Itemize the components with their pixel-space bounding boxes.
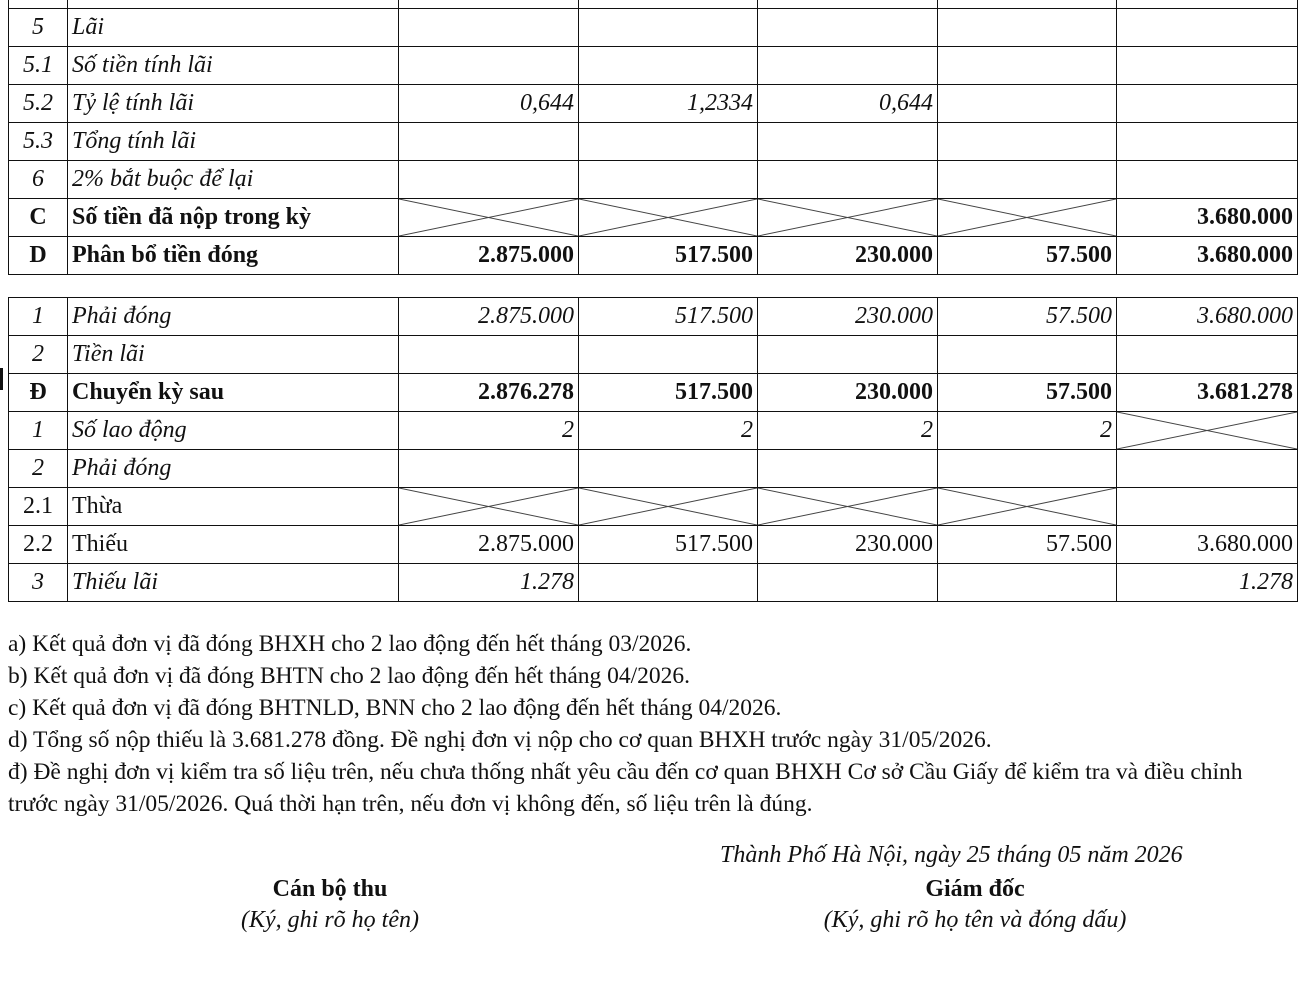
crossed-out-cell <box>579 199 758 237</box>
table-row <box>9 237 1298 275</box>
row-label: Số tiền đã nộp trong kỳ <box>68 199 399 237</box>
value-cell: 230.000 <box>758 237 938 275</box>
value-cell <box>579 161 758 199</box>
notes-section <box>8 628 1297 820</box>
table-row <box>9 298 1298 336</box>
table-row <box>9 9 1298 47</box>
value-cell: 57.500 <box>938 298 1117 336</box>
value-cell: 0,644 <box>758 85 938 123</box>
note-b: b) Kết quả đơn vị đã đóng BHTN cho 2 lao động đến hết tháng 04/2026. <box>8 663 691 689</box>
row-label: Tỷ lệ tính lãi <box>68 85 399 123</box>
crossed-out-cell <box>1117 412 1298 450</box>
table-row <box>9 526 1298 564</box>
table-cell <box>1117 0 1298 9</box>
value-cell <box>399 47 579 85</box>
table-row <box>9 412 1298 450</box>
signature-director-hint: (Ký, ghi rõ họ tên và đóng dấu) <box>823 907 1127 933</box>
value-cell <box>579 450 758 488</box>
value-cell <box>1117 85 1298 123</box>
value-cell <box>938 450 1117 488</box>
value-cell <box>1117 450 1298 488</box>
crossed-out-cell <box>579 488 758 526</box>
value-cell <box>1117 488 1298 526</box>
row-label: Tiền lãi <box>68 336 399 374</box>
note-a: a) Kết quả đơn vị đã đóng BHXH cho 2 lao động đến hết tháng 03/2026. <box>8 631 692 657</box>
place-date: Thành Phố Hà Nội, ngày 25 tháng 05 năm 2026 <box>720 842 1183 868</box>
value-cell <box>758 564 938 602</box>
crossed-out-cell <box>938 488 1117 526</box>
note-d: d) Tổng số nộp thiếu là 3.681.278 đồng. Đề nghị đơn vị nộp cho cơ quan BHXH trước ngày 31/05/2026. <box>8 727 992 753</box>
note-dd: đ) Đề nghị đơn vị kiểm tra số liệu trên, nếu chưa thống nhất yêu cầu đến cơ quan BHXH Cơ sở Cầu Giấy để kiểm tra và điều chỉnh trước ngày 31/05/2026. Quá thời hạn trên, nếu đơn vị không đến, số liệu trên là đúng. <box>8 759 1243 817</box>
value-cell <box>579 123 758 161</box>
value-cell: 517.500 <box>579 374 758 412</box>
value-cell <box>399 9 579 47</box>
signature-collector-hint: (Ký, ghi rõ họ tên) <box>241 907 419 933</box>
value-cell: 2.875.000 <box>399 526 579 564</box>
value-cell <box>399 161 579 199</box>
value-cell <box>579 564 758 602</box>
table-row <box>9 123 1298 161</box>
table-row <box>9 336 1298 374</box>
signature-director-title: Giám đốc <box>925 876 1025 902</box>
value-cell <box>938 336 1117 374</box>
value-cell: 230.000 <box>758 374 938 412</box>
value-cell: 2.876.278 <box>399 374 579 412</box>
value-cell: 1,2334 <box>579 85 758 123</box>
value-cell <box>399 336 579 374</box>
table-row <box>9 85 1298 123</box>
value-cell <box>938 47 1117 85</box>
table-row <box>9 161 1298 199</box>
row-label: Phải đóng <box>68 450 399 488</box>
table-row-continuation <box>9 0 1298 9</box>
value-cell <box>758 450 938 488</box>
value-cell <box>938 9 1117 47</box>
value-cell <box>938 161 1117 199</box>
row-code: 1 <box>9 412 68 450</box>
row-label: Số tiền tính lãi <box>68 47 399 85</box>
value-cell: 2.875.000 <box>399 237 579 275</box>
row-code: 5.2 <box>9 85 68 123</box>
value-cell <box>579 336 758 374</box>
value-cell <box>758 123 938 161</box>
table-cell <box>758 0 938 9</box>
table-cell <box>938 0 1117 9</box>
value-cell <box>758 47 938 85</box>
value-cell <box>758 161 938 199</box>
table-cell <box>399 0 579 9</box>
value-cell <box>1117 47 1298 85</box>
table-row <box>9 199 1298 237</box>
value-cell: 2 <box>399 412 579 450</box>
row-label: Thiếu lãi <box>68 564 399 602</box>
table-row <box>9 47 1298 85</box>
value-cell: 3.681.278 <box>1117 374 1298 412</box>
table-row <box>9 488 1298 526</box>
signature-collector <box>180 873 480 935</box>
value-cell <box>938 123 1117 161</box>
crossed-out-cell <box>399 199 579 237</box>
row-code: 3 <box>9 564 68 602</box>
value-cell <box>938 564 1117 602</box>
row-label: Thừa <box>68 488 399 526</box>
value-cell: 230.000 <box>758 298 938 336</box>
value-cell <box>1117 123 1298 161</box>
row-code: 5.1 <box>9 47 68 85</box>
table-row <box>9 374 1298 412</box>
value-cell: 517.500 <box>579 298 758 336</box>
value-cell <box>938 85 1117 123</box>
crossed-out-cell <box>758 199 938 237</box>
signature-collector-title: Cán bộ thu <box>272 876 388 902</box>
value-cell <box>758 336 938 374</box>
row-code: 2 <box>9 336 68 374</box>
value-cell <box>758 9 938 47</box>
table-row <box>9 564 1298 602</box>
crossed-out-cell <box>758 488 938 526</box>
value-cell: 3.680.000 <box>1117 237 1298 275</box>
row-label: Tổng tính lãi <box>68 123 399 161</box>
value-cell <box>1117 336 1298 374</box>
row-label: 2% bắt buộc để lại <box>68 161 399 199</box>
value-cell: 2 <box>938 412 1117 450</box>
value-cell <box>399 123 579 161</box>
value-cell: 3.680.000 <box>1117 199 1298 237</box>
margin-mark <box>0 368 3 390</box>
crossed-out-cell <box>938 199 1117 237</box>
table-row <box>9 450 1298 488</box>
row-code: Đ <box>9 374 68 412</box>
row-label: Chuyển kỳ sau <box>68 374 399 412</box>
value-cell: 57.500 <box>938 237 1117 275</box>
row-label: Thiếu <box>68 526 399 564</box>
value-cell: 2 <box>579 412 758 450</box>
table-cell <box>9 0 68 9</box>
value-cell: 1.278 <box>1117 564 1298 602</box>
summary-table-top <box>8 0 1298 275</box>
value-cell <box>579 47 758 85</box>
value-cell: 1.278 <box>399 564 579 602</box>
value-cell: 57.500 <box>938 526 1117 564</box>
row-code: 2.1 <box>9 488 68 526</box>
crossed-out-cell <box>399 488 579 526</box>
value-cell <box>1117 161 1298 199</box>
row-code: 2 <box>9 450 68 488</box>
value-cell: 2 <box>758 412 938 450</box>
value-cell: 3.680.000 <box>1117 526 1298 564</box>
row-code: 5 <box>9 9 68 47</box>
table-cell <box>68 0 399 9</box>
value-cell: 2.875.000 <box>399 298 579 336</box>
value-cell <box>399 450 579 488</box>
table-top-body <box>9 0 1298 275</box>
value-cell: 230.000 <box>758 526 938 564</box>
row-code: D <box>9 237 68 275</box>
table-bottom-body <box>9 298 1298 602</box>
value-cell: 517.500 <box>579 526 758 564</box>
row-label: Phân bổ tiền đóng <box>68 237 399 275</box>
row-code: 1 <box>9 298 68 336</box>
row-label: Số lao động <box>68 412 399 450</box>
row-code: 5.3 <box>9 123 68 161</box>
value-cell: 57.500 <box>938 374 1117 412</box>
value-cell <box>1117 9 1298 47</box>
signature-director <box>770 873 1180 935</box>
value-cell: 517.500 <box>579 237 758 275</box>
row-label: Lãi <box>68 9 399 47</box>
row-code: 6 <box>9 161 68 199</box>
summary-table-bottom <box>8 297 1298 602</box>
row-label: Phải đóng <box>68 298 399 336</box>
value-cell: 3.680.000 <box>1117 298 1298 336</box>
value-cell <box>579 9 758 47</box>
row-code: 2.2 <box>9 526 68 564</box>
note-c: c) Kết quả đơn vị đã đóng BHTNLD, BNN cho 2 lao động đến hết tháng 04/2026. <box>8 695 782 721</box>
row-code: C <box>9 199 68 237</box>
table-cell <box>579 0 758 9</box>
value-cell: 0,644 <box>399 85 579 123</box>
